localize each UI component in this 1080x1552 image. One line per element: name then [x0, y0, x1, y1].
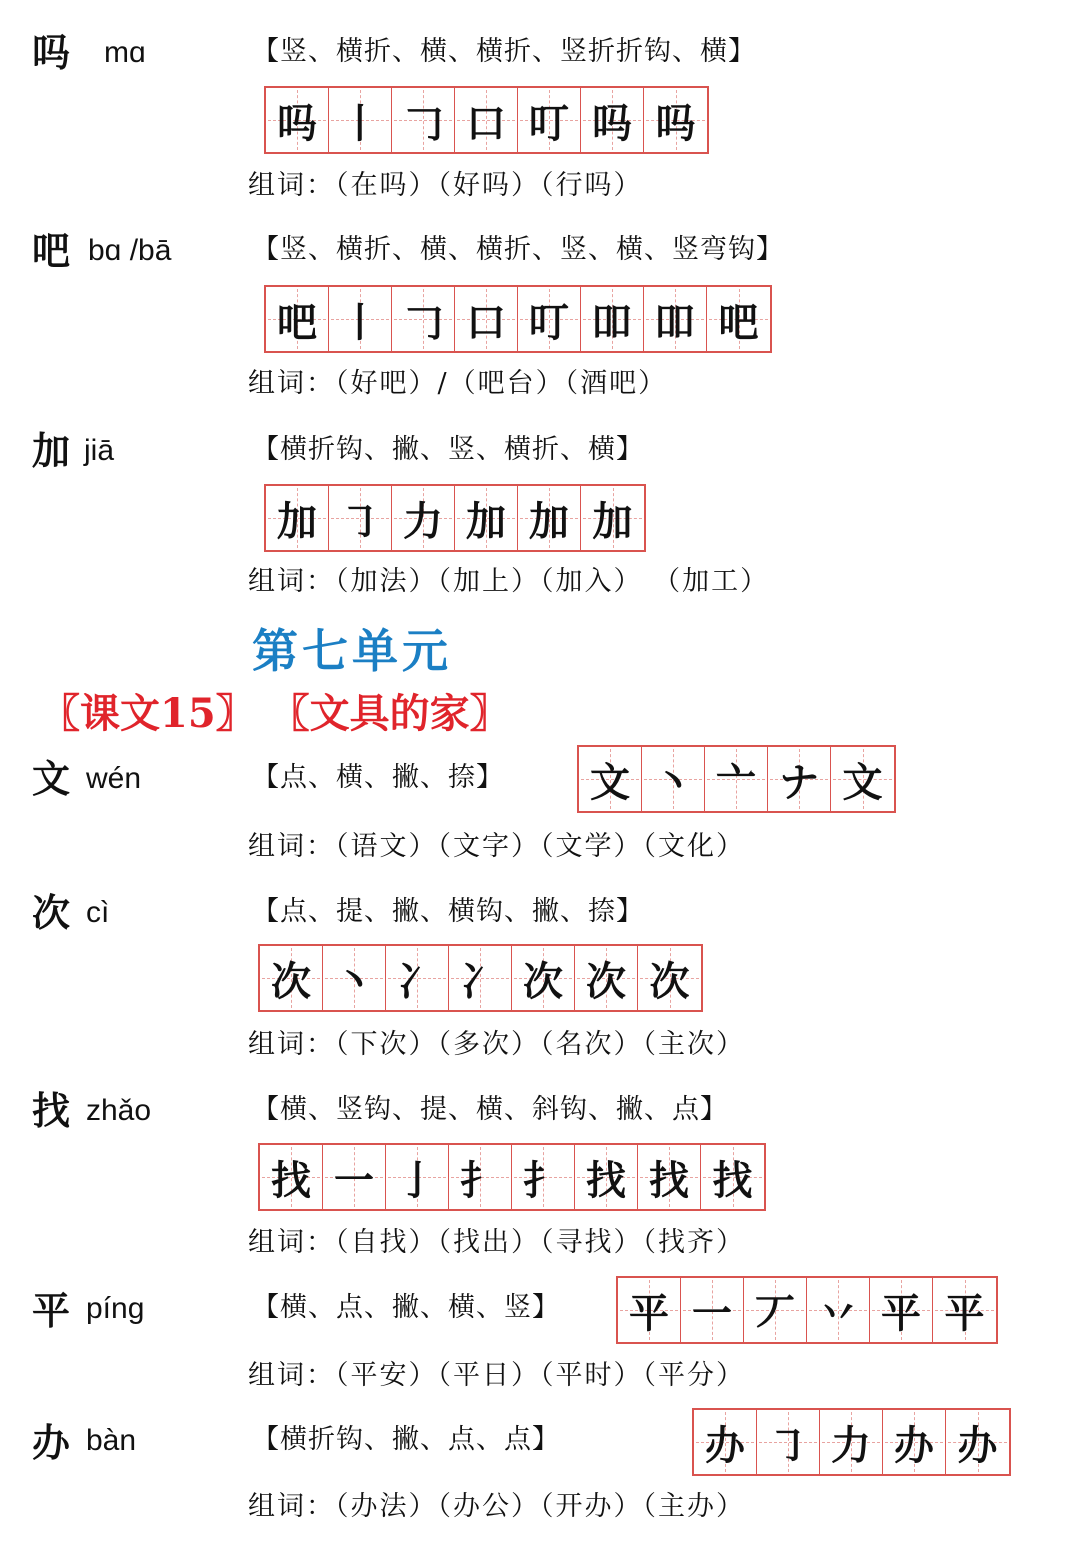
grid-glyph: 一	[692, 1290, 732, 1337]
grid-glyph: 扌	[460, 1157, 500, 1204]
grid-glyph: 力	[403, 498, 443, 545]
grid-cell	[329, 88, 392, 152]
grid-cell	[266, 486, 329, 550]
grid-cell	[449, 946, 512, 1010]
grid-glyph: 叮	[529, 299, 569, 346]
grid-cell	[323, 1145, 386, 1209]
grid-glyph: 找	[649, 1157, 689, 1204]
stroke-order-text: 【横折钩、撇、点、点】	[252, 1424, 560, 1455]
grid-glyph: 加	[466, 498, 506, 545]
pinyin-label: bɑ /bā	[88, 234, 172, 267]
pinyin-label: píng	[86, 1292, 145, 1325]
grid-cell	[386, 946, 449, 1010]
grid-cell	[831, 747, 894, 811]
character-heading: 吗	[32, 31, 71, 75]
word-examples: 组词：（自找）（找出）（寻找）（找齐）	[248, 1227, 745, 1258]
stroke-order-text: 【横、点、撇、横、竖】	[252, 1292, 560, 1323]
grid-glyph: 丆	[755, 1290, 795, 1337]
grid-cell	[581, 486, 644, 550]
grid-cell	[392, 486, 455, 550]
grid-cell	[644, 88, 707, 152]
word-examples: 组词：（平安）（平日）（平时）（平分）	[248, 1360, 745, 1391]
grid-glyph: 找	[712, 1157, 753, 1204]
grid-glyph: 办	[957, 1422, 998, 1469]
lesson-name: 〖文具的家〗	[269, 690, 510, 737]
stroke-grid	[264, 285, 772, 353]
word-examples: 组词：（加法）（加上）（加入） （加工）	[248, 566, 770, 597]
grid-cell	[518, 486, 581, 550]
grid-glyph: 吗	[655, 100, 696, 147]
grid-glyph: 平	[944, 1290, 985, 1337]
grid-cell	[260, 946, 323, 1010]
pinyin-label: jiā	[84, 434, 115, 467]
stroke-order-text: 【竖、横折、横、横折、竖折折钩、横】	[252, 36, 756, 67]
grid-cell	[512, 1145, 575, 1209]
grid-cell	[455, 287, 518, 351]
pinyin-label: mɑ	[104, 36, 146, 69]
grid-cell	[870, 1278, 933, 1342]
grid-glyph: 次	[523, 958, 563, 1005]
grid-cell	[575, 1145, 638, 1209]
grid-glyph: 平	[881, 1290, 921, 1337]
grid-cell	[681, 1278, 744, 1342]
stroke-order-text: 【点、提、撇、横钩、撇、捺】	[252, 896, 644, 927]
character-heading: 平	[32, 1289, 71, 1333]
grid-cell	[455, 88, 518, 152]
grid-glyph: 办	[705, 1422, 745, 1469]
grid-cell	[744, 1278, 807, 1342]
grid-glyph: 扌	[523, 1157, 563, 1204]
grid-glyph: 冫	[397, 958, 437, 1005]
grid-cell	[392, 287, 455, 351]
pinyin-label: cì	[86, 896, 110, 929]
grid-glyph: 加	[529, 498, 569, 545]
grid-glyph: 力	[831, 1422, 871, 1469]
grid-cell	[266, 287, 329, 351]
grid-glyph: 吧	[277, 299, 317, 346]
grid-cell	[644, 287, 707, 351]
character-heading: 加	[32, 429, 71, 473]
grid-cell	[266, 88, 329, 152]
grid-cell	[329, 287, 392, 351]
word-examples: 组词：（下次）（多次）（名次）（主次）	[248, 1029, 745, 1060]
grid-glyph: 加	[592, 498, 633, 545]
grid-cell	[707, 287, 770, 351]
grid-cell	[638, 946, 701, 1010]
stroke-order-text: 【点、横、撇、捺】	[252, 762, 504, 793]
grid-cell	[807, 1278, 870, 1342]
grid-glyph: 丨	[340, 299, 380, 346]
pinyin-label: wén	[86, 762, 142, 795]
grid-glyph: 冫	[460, 958, 500, 1005]
grid-cell	[260, 1145, 323, 1209]
grid-cell	[705, 747, 768, 811]
grid-glyph: ㇆	[340, 498, 380, 545]
word-examples: 组词：（好吧）/（吧台）（酒吧）	[248, 368, 668, 399]
character-heading: 次	[32, 891, 71, 935]
grid-glyph: ㇆	[768, 1422, 808, 1469]
character-heading: 办	[32, 1421, 71, 1465]
grid-cell	[581, 88, 644, 152]
word-examples: 组词：（在吗）（好吗）（行吗）	[248, 170, 643, 201]
pinyin-label: zhǎo	[86, 1094, 152, 1127]
grid-cell	[694, 1410, 757, 1474]
grid-glyph: 文	[590, 759, 630, 806]
grid-glyph: ナ	[779, 759, 819, 806]
grid-cell	[392, 88, 455, 152]
stroke-grid	[577, 745, 896, 813]
grid-glyph: 办	[894, 1422, 934, 1469]
stroke-grid	[258, 1143, 766, 1211]
grid-cell	[329, 486, 392, 550]
stroke-grid	[258, 944, 703, 1012]
stroke-grid	[692, 1408, 1011, 1476]
stroke-grid	[264, 86, 709, 154]
word-examples: 组词：（语文）（文字）（文学）（文化）	[248, 831, 745, 862]
grid-glyph: 吧	[718, 299, 759, 346]
grid-cell	[518, 88, 581, 152]
grid-cell	[933, 1278, 996, 1342]
grid-cell	[518, 287, 581, 351]
grid-glyph: 吅	[655, 299, 695, 346]
grid-glyph: 次	[649, 958, 690, 1005]
grid-cell	[701, 1145, 764, 1209]
grid-cell	[642, 747, 705, 811]
pinyin-label: bàn	[86, 1424, 137, 1457]
grid-cell	[618, 1278, 681, 1342]
grid-cell	[323, 946, 386, 1010]
character-heading: 文	[32, 757, 71, 801]
grid-glyph: 找	[271, 1157, 311, 1204]
word-examples: 组词：（办法）（办公）（开办）（主办）	[248, 1491, 745, 1522]
stroke-order-text: 【横折钩、撇、竖、横折、横】	[252, 434, 644, 465]
character-heading: 找	[32, 1089, 71, 1133]
grid-cell	[820, 1410, 883, 1474]
grid-glyph: 找	[586, 1157, 626, 1204]
lesson-number: 〖课文15〗	[40, 690, 256, 737]
lesson-title	[40, 690, 510, 737]
character-heading: 吧	[32, 229, 71, 273]
grid-glyph: 吗	[592, 100, 632, 147]
grid-cell	[455, 486, 518, 550]
grid-cell	[512, 946, 575, 1010]
grid-glyph: 次	[271, 958, 311, 1005]
grid-glyph: 亠	[716, 759, 756, 806]
grid-cell	[638, 1145, 701, 1209]
grid-cell	[946, 1410, 1009, 1474]
grid-cell	[581, 287, 644, 351]
grid-glyph: 口	[466, 100, 506, 147]
grid-glyph: 口	[466, 299, 506, 346]
grid-cell	[449, 1145, 512, 1209]
grid-glyph: 平	[629, 1290, 669, 1337]
unit-title: 第七单元	[252, 624, 452, 678]
stroke-order-text: 【竖、横折、横、横折、竖、横、竖弯钩】	[252, 234, 784, 265]
grid-glyph: 丷	[818, 1290, 858, 1337]
grid-glyph: 𠃌	[403, 299, 443, 346]
grid-cell	[768, 747, 831, 811]
grid-cell	[757, 1410, 820, 1474]
grid-glyph: 吅	[592, 299, 632, 346]
stroke-order-text: 【横、竖钩、提、横、斜钩、撇、点】	[252, 1094, 728, 1125]
grid-glyph: 文	[842, 759, 883, 806]
stroke-grid	[616, 1276, 998, 1344]
grid-glyph: 一	[334, 1157, 374, 1204]
grid-cell	[883, 1410, 946, 1474]
grid-glyph: 丶	[653, 759, 693, 806]
stroke-grid	[264, 484, 646, 552]
grid-glyph: 亅	[397, 1157, 437, 1204]
grid-glyph: 吗	[277, 100, 317, 147]
grid-glyph: 𠃌	[403, 100, 443, 147]
grid-cell	[579, 747, 642, 811]
grid-cell	[386, 1145, 449, 1209]
grid-cell	[575, 946, 638, 1010]
grid-glyph: 加	[277, 498, 317, 545]
grid-glyph: 叮	[529, 100, 569, 147]
grid-glyph: 丶	[334, 958, 374, 1005]
grid-glyph: 丨	[340, 100, 380, 147]
grid-glyph: 次	[586, 958, 626, 1005]
